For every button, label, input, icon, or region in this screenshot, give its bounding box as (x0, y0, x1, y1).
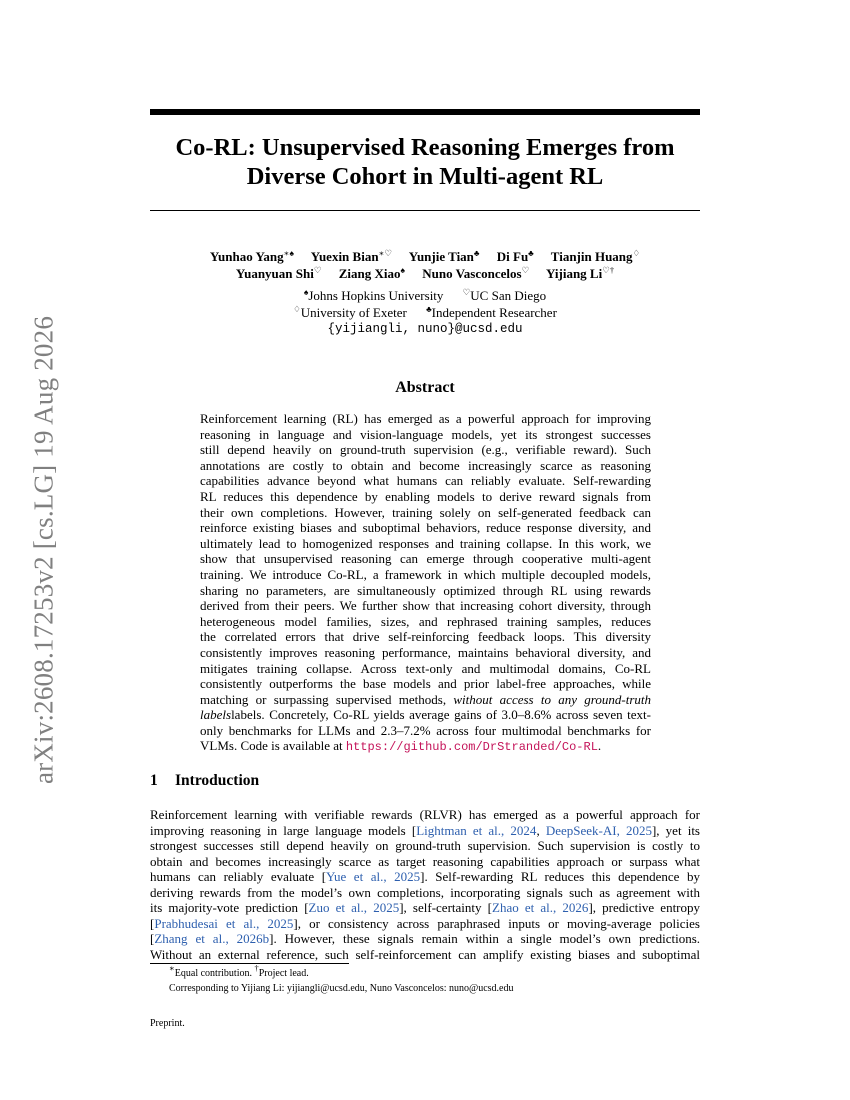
abstract-line: derived from their peers. We further show that increasing cohort diversity, through (200, 598, 651, 614)
affiliation: ♡UC San Diego (462, 287, 547, 303)
abstract-heading: Abstract (395, 379, 455, 396)
footnote-rule (150, 963, 349, 964)
abstract-line: annotations are costly to obtain and become increasingly scarce as reasoning (200, 457, 651, 473)
affiliation: ♣Independent Researcher (426, 304, 557, 320)
author-row-2 (150, 265, 700, 282)
author-list (150, 248, 700, 282)
abstract-line: RL reduces this dependence by enabling models to derive reward signals from (200, 488, 651, 504)
abstract-line: training. We introduce Co-RL, a framework in which multiple decoupled models, (200, 566, 651, 582)
preprint-label: Preprint. (150, 1018, 185, 1029)
title-line-2: Diverse Cohort in Multi-agent RL (246, 163, 604, 190)
author: Ziang Xiao♠ (338, 265, 405, 281)
abstract-line: heterogeneous model families, sizes, and rephrased training samples, reduces (200, 613, 651, 629)
abstract-line: reinforce existing biases and suboptimal behaviors, reduce response diversity, and (200, 520, 651, 536)
author: Yijiang Li♡† (545, 265, 615, 281)
section-number: 1 (150, 772, 158, 789)
intro-body (150, 807, 700, 962)
code-url-link[interactable]: https://github.com/DrStranded/Co-RL (345, 740, 598, 755)
intro-line: [Zhang et al., 2026b]. However, these signals remain within a single model’s own predictions. (150, 931, 700, 946)
abstract-italic: labels (200, 707, 232, 723)
author: Yunhao Yang∗♠ (209, 248, 294, 264)
abstract-line: matching or surpassing supervised methods, without access to any ground-truth (200, 691, 651, 707)
abstract-body (200, 411, 651, 754)
intro-line: strongest successes still depend heavily on ground-truth supervision. Such supervision is costly to (150, 838, 700, 853)
intro-line: Reinforcement learning with verifiable rewards (RLVR) has emerged as a powerful approach for (150, 807, 700, 822)
intro-line: its majority-vote prediction [Zuo et al., 2025], self-certainty [Zhao et al., 2026], predictive entropy (150, 900, 701, 915)
abstract-line: labelslabels. Concretely, Co-RL yields average gains of 3.0–8.6% across seven text- (200, 707, 651, 723)
author: Yuexin Bian∗♡ (310, 248, 392, 264)
abstract-line: still depend heavily on ground-truth supervision (e.g., verifiable reward). Such (200, 442, 651, 458)
footnote-correspondence: Corresponding to Yijiang Li: yijiangli@ucsd.edu, Nuno Vasconcelos: nuno@ucsd.edu (169, 983, 514, 994)
title-line-1: Co-RL: Unsupervised Reasoning Emerges from (175, 134, 675, 161)
author: Yuanyuan Shi♡ (235, 265, 322, 281)
affil-row-2 (150, 304, 700, 321)
intro-line: deriving rewards from the model’s own completions, incorporating signals such as agreement with (150, 884, 700, 900)
footnotes (169, 963, 514, 996)
abstract-line: consistently improves reasoning performance, maintains behavioral diversity, and (200, 644, 651, 660)
citation-link[interactable]: Zuo et al., 2025 (308, 900, 400, 915)
abstract-line: reasoning in language and vision-language models, yet its strongest successes (200, 426, 651, 442)
section-heading (150, 772, 259, 790)
abstract-line: Reinforcement learning (RL) has emerged as a powerful approach for improving (200, 411, 651, 426)
abstract-line: only benchmarks for LLMs and 2.3–7.2% across four multimodal benchmarks for (200, 722, 651, 738)
abstract-italic: without access to any ground-truth (453, 691, 651, 707)
affiliation: ♠Johns Hopkins University (303, 287, 444, 303)
citation-link[interactable]: Prabhudesai et al., 2025 (154, 915, 294, 931)
author: Di Fu♣ (496, 248, 534, 264)
contact-email: {yijiangli, nuno}@ucsd.edu (327, 322, 523, 336)
citation-link[interactable]: Zhao et al., 2026 (492, 900, 589, 915)
abstract-line: show that unsupervised reasoning can emerge through cooperative multi-agent (200, 551, 651, 567)
author: Yunjie Tian♣ (408, 248, 480, 264)
author: Nuno Vasconcelos♡ (422, 265, 530, 281)
author: Tianjin Huang♢ (550, 248, 641, 264)
citation-link[interactable]: Zhang et al., 2026b (154, 931, 270, 946)
affiliations (150, 287, 700, 338)
abstract-line: ultimately lead to homogenized responses and training collapse. In this work, we (200, 535, 651, 551)
abstract-line: sharing no parameters, are simultaneously optimized through RL using rewards (200, 582, 651, 598)
intro-line: obtain and becomes increasingly scarce as target reasoning capabilities approach or surpass what (150, 853, 700, 869)
abstract-line: the correlated errors that drive self-reinforcing feedback loops. This diversity (200, 629, 651, 645)
paper-title (150, 133, 700, 191)
section-title: Introduction (175, 772, 260, 789)
footnote-contribution: ∗Equal contribution. †Project lead. (169, 963, 309, 979)
author-row-1 (150, 248, 700, 265)
citation-link[interactable]: DeepSeek-AI, 2025 (545, 822, 652, 838)
intro-line: Without an external reference, such self-reinforcement can amplify existing biases and suboptimal (150, 946, 700, 962)
intro-line: improving reasoning in large language models [Lightman et al., 2024, DeepSeek-AI, 2025], yet its (150, 822, 700, 838)
abstract-line: their own completions. However, training solely on self-generated feedback can (200, 504, 651, 520)
title-bottom-rule (150, 210, 700, 211)
abstract-line: VLMs. Code is available at https://github.com/DrStranded/Co-RL. (200, 738, 602, 755)
abstract-line: mitigates training collapse. Across text-only and multimodal domains, Co-RL (200, 660, 651, 676)
arxiv-stamp: arXiv:2608.17253v2 [cs.LG] 19 Aug 2026 (28, 315, 59, 785)
abstract-line: consistently outperforms the base models and prior label-free approaches, while (200, 676, 651, 692)
citation-link[interactable]: Lightman et al., 2024 (416, 822, 537, 838)
affiliation: ♢University of Exeter (293, 304, 407, 320)
citation-link[interactable]: Yue et al., 2025 (326, 869, 421, 884)
title-top-rule (150, 109, 700, 115)
affil-row-1 (150, 287, 700, 304)
intro-line: humans can reliably evaluate [Yue et al., 2025]. Self-rewarding RL reduces this dependence by (150, 869, 700, 884)
abstract-line: capabilities advance beyond what humans can reliably evaluate. Self-rewarding (200, 473, 651, 489)
intro-line: [Prabhudesai et al., 2025], or consistency across paraphrased inputs or moving-average policies (150, 915, 700, 931)
